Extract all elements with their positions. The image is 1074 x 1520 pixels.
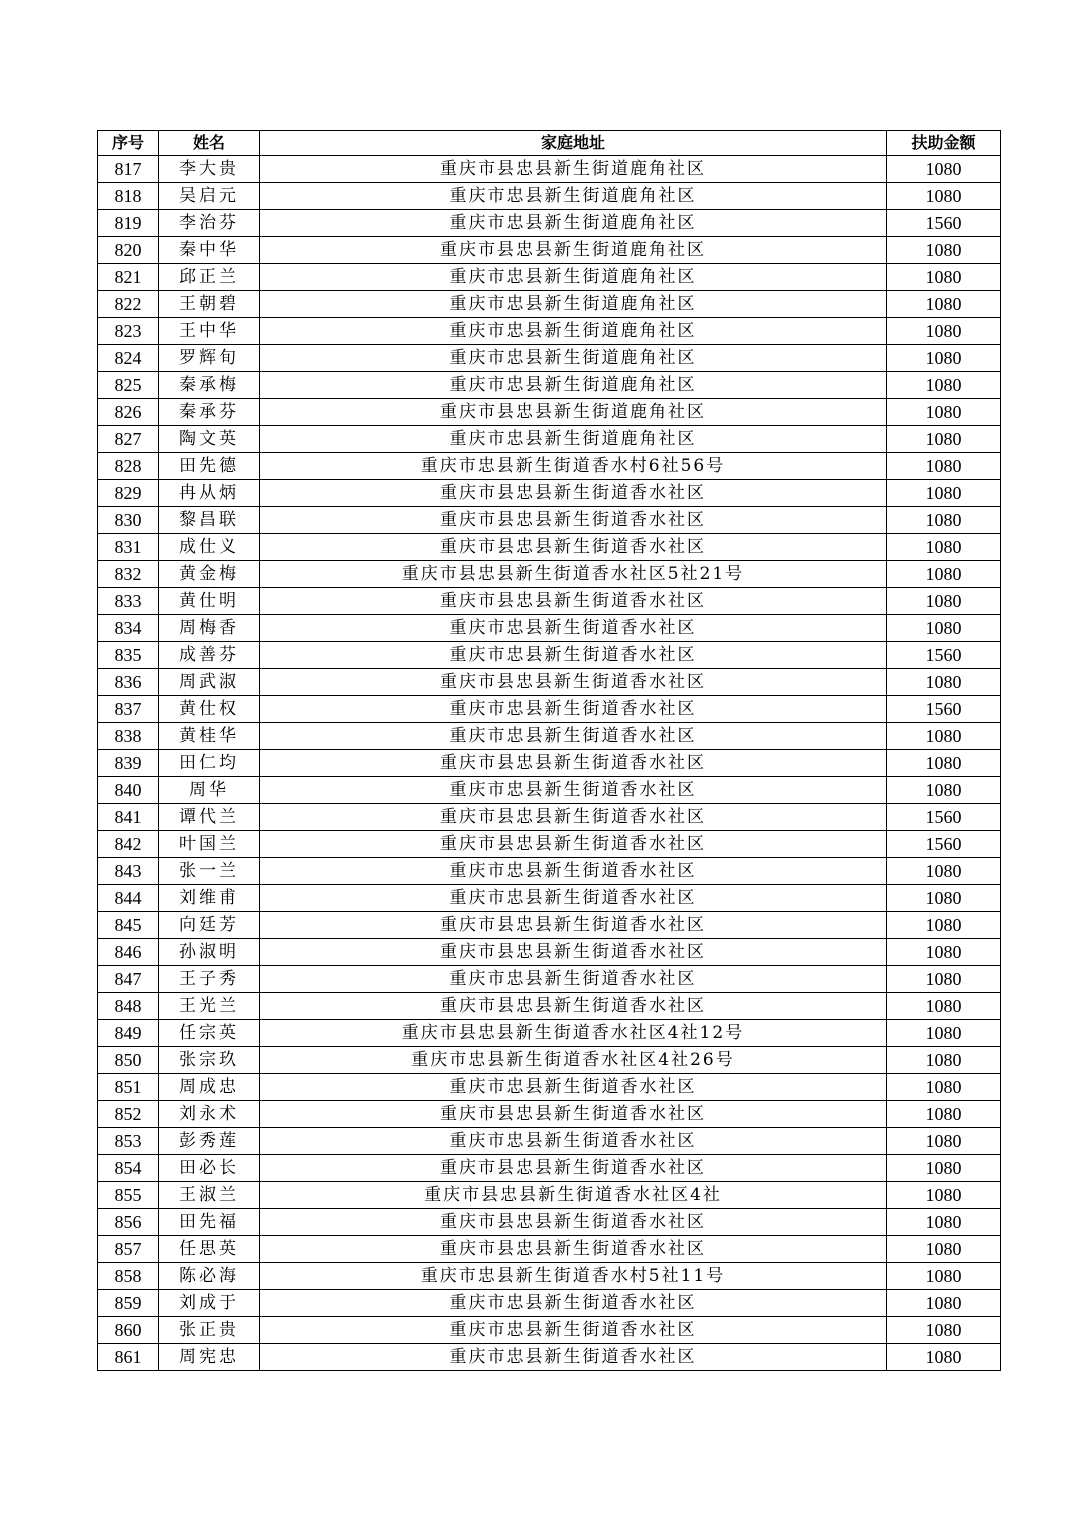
name-cell: 陈必海 bbox=[159, 1263, 260, 1290]
header-name: 姓名 bbox=[159, 131, 260, 156]
name-cell: 田仁均 bbox=[159, 750, 260, 777]
header-home-address: 家庭地址 bbox=[260, 131, 887, 156]
serial-number-cell: 858 bbox=[98, 1263, 159, 1290]
address-cell: 重庆市忠县新生街道鹿角社区 bbox=[260, 426, 887, 453]
serial-number-cell: 826 bbox=[98, 399, 159, 426]
amount-cell: 1080 bbox=[887, 1047, 1001, 1074]
serial-number-cell: 852 bbox=[98, 1101, 159, 1128]
name-cell: 邱正兰 bbox=[159, 264, 260, 291]
address-cell: 重庆市忠县新生街道鹿角社区 bbox=[260, 210, 887, 237]
amount-cell: 1080 bbox=[887, 723, 1001, 750]
table-body bbox=[98, 156, 1001, 1371]
serial-number-cell: 828 bbox=[98, 453, 159, 480]
name-cell: 周梅香 bbox=[159, 615, 260, 642]
serial-number-cell: 856 bbox=[98, 1209, 159, 1236]
table-row bbox=[98, 831, 1001, 858]
amount-cell: 1080 bbox=[887, 750, 1001, 777]
name-cell: 李大贵 bbox=[159, 156, 260, 183]
name-cell: 秦中华 bbox=[159, 237, 260, 264]
address-cell: 重庆市忠县新生街道香水社区 bbox=[260, 1074, 887, 1101]
name-cell: 李治芬 bbox=[159, 210, 260, 237]
serial-number-cell: 853 bbox=[98, 1128, 159, 1155]
table-row bbox=[98, 615, 1001, 642]
name-cell: 刘成于 bbox=[159, 1290, 260, 1317]
header-serial-number: 序号 bbox=[98, 131, 159, 156]
serial-number-cell: 822 bbox=[98, 291, 159, 318]
address-cell: 重庆市忠县新生街道香水社区 bbox=[260, 723, 887, 750]
name-cell: 刘永术 bbox=[159, 1101, 260, 1128]
amount-cell: 1080 bbox=[887, 1209, 1001, 1236]
table-row bbox=[98, 1101, 1001, 1128]
name-cell: 成善芬 bbox=[159, 642, 260, 669]
table-row bbox=[98, 1074, 1001, 1101]
address-cell: 重庆市县忠县新生街道香水社区 bbox=[260, 534, 887, 561]
table-row bbox=[98, 669, 1001, 696]
name-cell: 周宪忠 bbox=[159, 1344, 260, 1371]
address-cell: 重庆市县忠县新生街道香水社区 bbox=[260, 1155, 887, 1182]
address-cell: 重庆市忠县新生街道鹿角社区 bbox=[260, 318, 887, 345]
amount-cell: 1080 bbox=[887, 1182, 1001, 1209]
table-row bbox=[98, 912, 1001, 939]
address-cell: 重庆市县忠县新生街道香水社区 bbox=[260, 480, 887, 507]
name-cell: 成仕义 bbox=[159, 534, 260, 561]
table-row bbox=[98, 777, 1001, 804]
amount-cell: 1080 bbox=[887, 534, 1001, 561]
header-assistance-amount: 扶助金额 bbox=[887, 131, 1001, 156]
name-cell: 田先福 bbox=[159, 1209, 260, 1236]
table-row bbox=[98, 966, 1001, 993]
address-cell: 重庆市县忠县新生街道香水社区4社12号 bbox=[260, 1020, 887, 1047]
address-cell: 重庆市忠县新生街道鹿角社区 bbox=[260, 291, 887, 318]
name-cell: 周成忠 bbox=[159, 1074, 260, 1101]
table-row bbox=[98, 534, 1001, 561]
serial-number-cell: 846 bbox=[98, 939, 159, 966]
header-row bbox=[98, 131, 1001, 156]
name-cell: 王子秀 bbox=[159, 966, 260, 993]
address-cell: 重庆市忠县新生街道香水村5社11号 bbox=[260, 1263, 887, 1290]
serial-number-cell: 821 bbox=[98, 264, 159, 291]
amount-cell: 1080 bbox=[887, 1317, 1001, 1344]
address-cell: 重庆市忠县新生街道香水村6社56号 bbox=[260, 453, 887, 480]
table-row bbox=[98, 1128, 1001, 1155]
name-cell: 黎昌联 bbox=[159, 507, 260, 534]
serial-number-cell: 820 bbox=[98, 237, 159, 264]
table-row bbox=[98, 1236, 1001, 1263]
amount-cell: 1560 bbox=[887, 210, 1001, 237]
address-cell: 重庆市忠县新生街道香水社区 bbox=[260, 1317, 887, 1344]
assistance-table bbox=[97, 130, 1001, 1371]
amount-cell: 1080 bbox=[887, 1236, 1001, 1263]
serial-number-cell: 823 bbox=[98, 318, 159, 345]
table-row bbox=[98, 588, 1001, 615]
name-cell: 叶国兰 bbox=[159, 831, 260, 858]
amount-cell: 1560 bbox=[887, 696, 1001, 723]
table-row bbox=[98, 750, 1001, 777]
name-cell: 周华 bbox=[159, 777, 260, 804]
serial-number-cell: 854 bbox=[98, 1155, 159, 1182]
address-cell: 重庆市县忠县新生街道香水社区 bbox=[260, 669, 887, 696]
table-row bbox=[98, 1047, 1001, 1074]
table-row bbox=[98, 237, 1001, 264]
serial-number-cell: 851 bbox=[98, 1074, 159, 1101]
serial-number-cell: 840 bbox=[98, 777, 159, 804]
serial-number-cell: 837 bbox=[98, 696, 159, 723]
table-row bbox=[98, 156, 1001, 183]
serial-number-cell: 838 bbox=[98, 723, 159, 750]
serial-number-cell: 835 bbox=[98, 642, 159, 669]
amount-cell: 1080 bbox=[887, 183, 1001, 210]
table-row bbox=[98, 1182, 1001, 1209]
table-row bbox=[98, 885, 1001, 912]
table-row bbox=[98, 1209, 1001, 1236]
name-cell: 张正贵 bbox=[159, 1317, 260, 1344]
address-cell: 重庆市忠县新生街道鹿角社区 bbox=[260, 183, 887, 210]
name-cell: 彭秀莲 bbox=[159, 1128, 260, 1155]
name-cell: 黄仕权 bbox=[159, 696, 260, 723]
amount-cell: 1080 bbox=[887, 1263, 1001, 1290]
table-row bbox=[98, 453, 1001, 480]
table-row bbox=[98, 480, 1001, 507]
address-cell: 重庆市忠县新生街道香水社区 bbox=[260, 696, 887, 723]
serial-number-cell: 830 bbox=[98, 507, 159, 534]
name-cell: 向廷芳 bbox=[159, 912, 260, 939]
table-row bbox=[98, 345, 1001, 372]
table-row bbox=[98, 561, 1001, 588]
name-cell: 王朝碧 bbox=[159, 291, 260, 318]
amount-cell: 1080 bbox=[887, 372, 1001, 399]
name-cell: 张一兰 bbox=[159, 858, 260, 885]
amount-cell: 1080 bbox=[887, 1290, 1001, 1317]
address-cell: 重庆市县忠县新生街道香水社区 bbox=[260, 1236, 887, 1263]
name-cell: 黄金梅 bbox=[159, 561, 260, 588]
serial-number-cell: 831 bbox=[98, 534, 159, 561]
address-cell: 重庆市县忠县新生街道香水社区 bbox=[260, 804, 887, 831]
table-row bbox=[98, 723, 1001, 750]
serial-number-cell: 859 bbox=[98, 1290, 159, 1317]
serial-number-cell: 841 bbox=[98, 804, 159, 831]
amount-cell: 1080 bbox=[887, 318, 1001, 345]
serial-number-cell: 855 bbox=[98, 1182, 159, 1209]
table-row bbox=[98, 642, 1001, 669]
amount-cell: 1080 bbox=[887, 1128, 1001, 1155]
amount-cell: 1080 bbox=[887, 345, 1001, 372]
name-cell: 谭代兰 bbox=[159, 804, 260, 831]
amount-cell: 1080 bbox=[887, 480, 1001, 507]
amount-cell: 1080 bbox=[887, 291, 1001, 318]
name-cell: 吴启元 bbox=[159, 183, 260, 210]
name-cell: 罗辉旬 bbox=[159, 345, 260, 372]
amount-cell: 1080 bbox=[887, 561, 1001, 588]
address-cell: 重庆市县忠县新生街道鹿角社区 bbox=[260, 156, 887, 183]
serial-number-cell: 847 bbox=[98, 966, 159, 993]
table-row bbox=[98, 1155, 1001, 1182]
address-cell: 重庆市忠县新生街道香水社区 bbox=[260, 1344, 887, 1371]
address-cell: 重庆市忠县新生街道鹿角社区 bbox=[260, 372, 887, 399]
address-cell: 重庆市县忠县新生街道鹿角社区 bbox=[260, 237, 887, 264]
name-cell: 任思英 bbox=[159, 1236, 260, 1263]
address-cell: 重庆市忠县新生街道香水社区4社26号 bbox=[260, 1047, 887, 1074]
serial-number-cell: 825 bbox=[98, 372, 159, 399]
name-cell: 张宗玖 bbox=[159, 1047, 260, 1074]
name-cell: 周武淑 bbox=[159, 669, 260, 696]
table-row bbox=[98, 858, 1001, 885]
table-row bbox=[98, 696, 1001, 723]
address-cell: 重庆市忠县新生街道香水社区 bbox=[260, 1128, 887, 1155]
amount-cell: 1080 bbox=[887, 453, 1001, 480]
table-row bbox=[98, 1020, 1001, 1047]
table-row bbox=[98, 1344, 1001, 1371]
serial-number-cell: 850 bbox=[98, 1047, 159, 1074]
serial-number-cell: 829 bbox=[98, 480, 159, 507]
amount-cell: 1560 bbox=[887, 642, 1001, 669]
amount-cell: 1080 bbox=[887, 885, 1001, 912]
amount-cell: 1080 bbox=[887, 156, 1001, 183]
address-cell: 重庆市县忠县新生街道香水社区5社21号 bbox=[260, 561, 887, 588]
address-cell: 重庆市县忠县新生街道香水社区 bbox=[260, 831, 887, 858]
amount-cell: 1080 bbox=[887, 264, 1001, 291]
amount-cell: 1080 bbox=[887, 1074, 1001, 1101]
serial-number-cell: 845 bbox=[98, 912, 159, 939]
name-cell: 任宗英 bbox=[159, 1020, 260, 1047]
amount-cell: 1080 bbox=[887, 1020, 1001, 1047]
address-cell: 重庆市县忠县新生街道香水社区 bbox=[260, 1101, 887, 1128]
address-cell: 重庆市忠县新生街道鹿角社区 bbox=[260, 264, 887, 291]
name-cell: 陶文英 bbox=[159, 426, 260, 453]
amount-cell: 1560 bbox=[887, 831, 1001, 858]
serial-number-cell: 836 bbox=[98, 669, 159, 696]
serial-number-cell: 849 bbox=[98, 1020, 159, 1047]
serial-number-cell: 861 bbox=[98, 1344, 159, 1371]
table-row bbox=[98, 399, 1001, 426]
address-cell: 重庆市县忠县新生街道香水社区 bbox=[260, 750, 887, 777]
serial-number-cell: 839 bbox=[98, 750, 159, 777]
amount-cell: 1080 bbox=[887, 615, 1001, 642]
amount-cell: 1080 bbox=[887, 912, 1001, 939]
address-cell: 重庆市县忠县新生街道香水社区 bbox=[260, 588, 887, 615]
table-row bbox=[98, 1263, 1001, 1290]
name-cell: 孙淑明 bbox=[159, 939, 260, 966]
amount-cell: 1080 bbox=[887, 1344, 1001, 1371]
serial-number-cell: 860 bbox=[98, 1317, 159, 1344]
serial-number-cell: 817 bbox=[98, 156, 159, 183]
name-cell: 田先德 bbox=[159, 453, 260, 480]
address-cell: 重庆市忠县新生街道鹿角社区 bbox=[260, 345, 887, 372]
address-cell: 重庆市忠县新生街道香水社区 bbox=[260, 858, 887, 885]
address-cell: 重庆市忠县新生街道香水社区 bbox=[260, 615, 887, 642]
name-cell: 王淑兰 bbox=[159, 1182, 260, 1209]
address-cell: 重庆市县忠县新生街道香水社区 bbox=[260, 939, 887, 966]
amount-cell: 1080 bbox=[887, 669, 1001, 696]
amount-cell: 1080 bbox=[887, 1101, 1001, 1128]
table-row bbox=[98, 372, 1001, 399]
serial-number-cell: 827 bbox=[98, 426, 159, 453]
table-row bbox=[98, 291, 1001, 318]
serial-number-cell: 834 bbox=[98, 615, 159, 642]
name-cell: 黄仕明 bbox=[159, 588, 260, 615]
serial-number-cell: 819 bbox=[98, 210, 159, 237]
name-cell: 王光兰 bbox=[159, 993, 260, 1020]
address-cell: 重庆市县忠县新生街道香水社区4社 bbox=[260, 1182, 887, 1209]
serial-number-cell: 843 bbox=[98, 858, 159, 885]
table-row bbox=[98, 210, 1001, 237]
serial-number-cell: 848 bbox=[98, 993, 159, 1020]
address-cell: 重庆市县忠县新生街道香水社区 bbox=[260, 993, 887, 1020]
name-cell: 秦承芬 bbox=[159, 399, 260, 426]
name-cell: 黄桂华 bbox=[159, 723, 260, 750]
table-row bbox=[98, 1290, 1001, 1317]
address-cell: 重庆市县忠县新生街道香水社区 bbox=[260, 507, 887, 534]
table-row bbox=[98, 939, 1001, 966]
name-cell: 田必长 bbox=[159, 1155, 260, 1182]
amount-cell: 1080 bbox=[887, 237, 1001, 264]
amount-cell: 1080 bbox=[887, 858, 1001, 885]
amount-cell: 1080 bbox=[887, 993, 1001, 1020]
amount-cell: 1080 bbox=[887, 1155, 1001, 1182]
address-cell: 重庆市县忠县新生街道香水社区 bbox=[260, 912, 887, 939]
name-cell: 刘维甫 bbox=[159, 885, 260, 912]
address-cell: 重庆市忠县新生街道香水社区 bbox=[260, 642, 887, 669]
serial-number-cell: 842 bbox=[98, 831, 159, 858]
address-cell: 重庆市忠县新生街道香水社区 bbox=[260, 1290, 887, 1317]
amount-cell: 1080 bbox=[887, 507, 1001, 534]
table-row bbox=[98, 183, 1001, 210]
amount-cell: 1080 bbox=[887, 777, 1001, 804]
table-row bbox=[98, 993, 1001, 1020]
serial-number-cell: 824 bbox=[98, 345, 159, 372]
table-row bbox=[98, 426, 1001, 453]
name-cell: 冉从炳 bbox=[159, 480, 260, 507]
table-row bbox=[98, 318, 1001, 345]
amount-cell: 1560 bbox=[887, 804, 1001, 831]
name-cell: 王中华 bbox=[159, 318, 260, 345]
address-cell: 重庆市忠县新生街道香水社区 bbox=[260, 777, 887, 804]
amount-cell: 1080 bbox=[887, 399, 1001, 426]
address-cell: 重庆市县忠县新生街道鹿角社区 bbox=[260, 399, 887, 426]
serial-number-cell: 818 bbox=[98, 183, 159, 210]
address-cell: 重庆市县忠县新生街道香水社区 bbox=[260, 1209, 887, 1236]
serial-number-cell: 844 bbox=[98, 885, 159, 912]
table-row bbox=[98, 1317, 1001, 1344]
table-header bbox=[98, 131, 1001, 156]
address-cell: 重庆市忠县新生街道香水社区 bbox=[260, 885, 887, 912]
amount-cell: 1080 bbox=[887, 939, 1001, 966]
serial-number-cell: 832 bbox=[98, 561, 159, 588]
serial-number-cell: 857 bbox=[98, 1236, 159, 1263]
name-cell: 秦承梅 bbox=[159, 372, 260, 399]
address-cell: 重庆市忠县新生街道香水社区 bbox=[260, 966, 887, 993]
amount-cell: 1080 bbox=[887, 966, 1001, 993]
amount-cell: 1080 bbox=[887, 426, 1001, 453]
amount-cell: 1080 bbox=[887, 588, 1001, 615]
table-row bbox=[98, 264, 1001, 291]
table-row bbox=[98, 507, 1001, 534]
serial-number-cell: 833 bbox=[98, 588, 159, 615]
table-row bbox=[98, 804, 1001, 831]
